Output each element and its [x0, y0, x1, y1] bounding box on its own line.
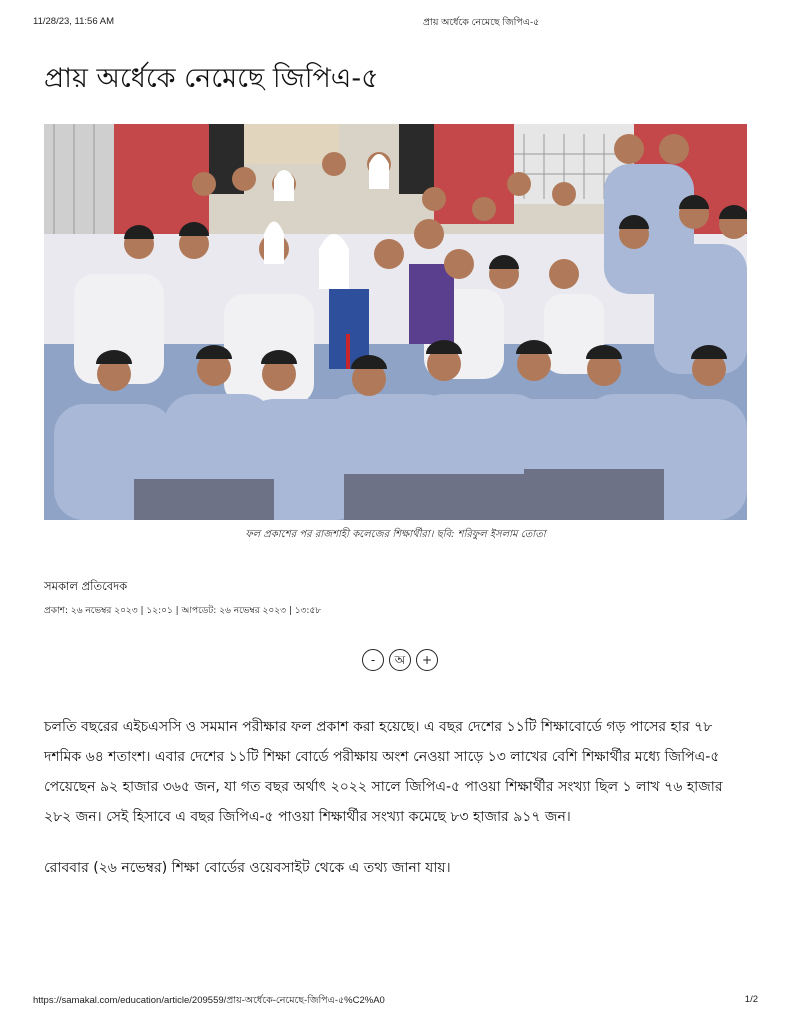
article-headline: প্রায় অর্ধেকে নেমেছে জিপিএ-৫ [44, 63, 379, 94]
font-increase-button[interactable]: + [416, 649, 438, 671]
print-page-title: প্রায় অর্ধেকে নেমেছে জিপিএ-৫ [423, 17, 540, 28]
print-datetime: 11/28/23, 11:56 AM [33, 16, 114, 27]
font-size-controls [362, 649, 438, 671]
article-url: https://samakal.com/education/article/209559/প্রায়-অর্ধেকে-নেমেছে-জিপিএ-৫%C2%A0 [33, 995, 385, 1006]
article-paragraph: চলতি বছরের এইচএসসি ও সমমান পরীক্ষার ফল প্রকাশ করা হয়েছে। এ বছর দেশের ১১টি শিক্ষাবোর্ডে গড় পাসের হার ৭৮ দশমিক ৬৪ শতাংশ। এবার দেশের ১১টি শিক্ষা বোর্ডে পরীক্ষায় অংশ নেওয়া সাড়ে ১৩ লাখের বেশি শিক্ষার্থীর মধ্যে জিপিএ-৫ পেয়েছেন ৯২ হাজার ৩৬৫ জন, যা গত বছর অর্থাৎ ২০২২ সালে জিপিএ-৫ পাওয়া শিক্ষার্থীর সংখ্যা ছিল ১ লাখ ৭৬ হাজার ২৮২ জন। সেই হিসাবে এ বছর জিপিএ-৫ পাওয়া শিক্ষার্থীর সংখ্যা কমেছে ৮৩ হাজার ৯১৭ জন। [44, 719, 723, 825]
article-photo [44, 124, 747, 520]
students-photo-illustration [44, 124, 747, 520]
author-byline: সমকাল প্রতিবেদক [44, 579, 128, 593]
font-decrease-button[interactable]: - [362, 649, 384, 671]
publish-dates: প্রকাশ: ২৬ নভেম্বর ২০২৩ | ১২:০১ | আপডেট: ২৬ নভেম্বর ২০২৩ | ১৩:৫৮ [44, 606, 322, 616]
article-paragraph: রোববার (২৬ নভেম্বর) শিক্ষা বোর্ডের ওয়েবসাইট থেকে এ তথ্য জানা যায়। [44, 860, 451, 876]
print-header [33, 16, 758, 30]
page-number: 1/2 [744, 994, 758, 1005]
print-footer [33, 994, 758, 1008]
photo-caption: ফল প্রকাশের পর রাজশাহী কলেজের শিক্ষার্থীরা। ছবি: শরিফুল ইসলাম তোতা [245, 529, 546, 540]
font-reset-button[interactable]: অ [389, 649, 411, 671]
